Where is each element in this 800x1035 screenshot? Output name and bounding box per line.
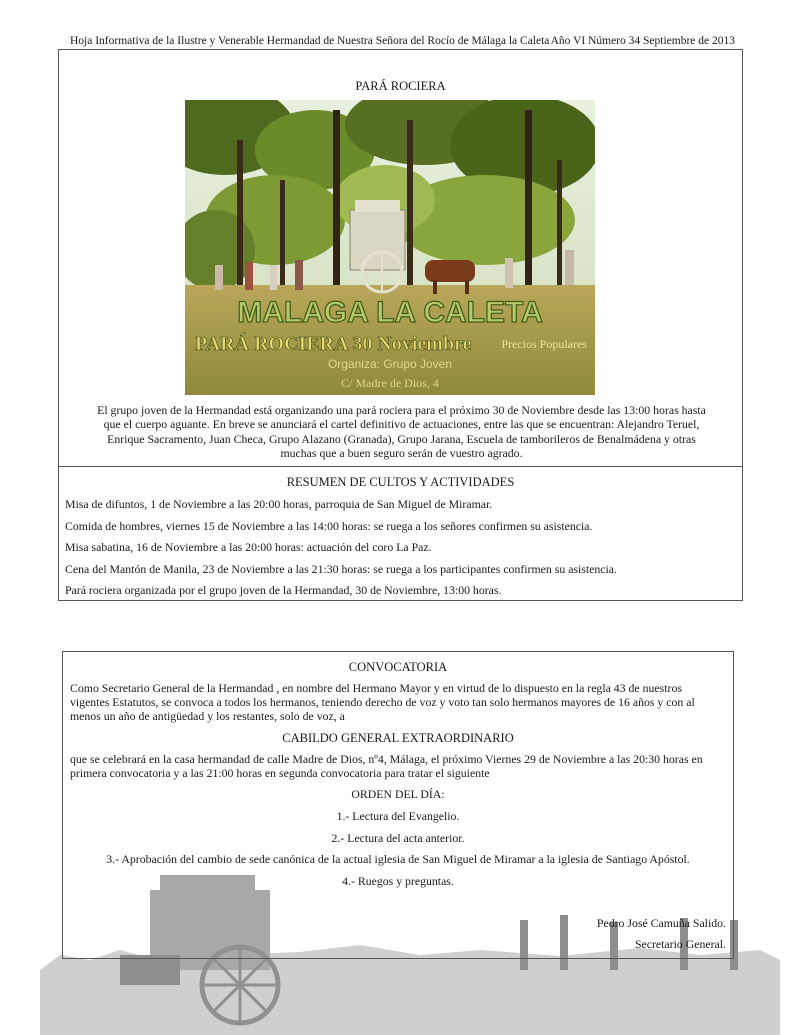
agenda-item: 3.- Aprobación del cambio de sede canónica de la actual iglesia de San Miguel de Miramar a la iglesia de Santiago Apóstol. [106,852,690,866]
para-rociera-title: PARÁ ROCIERA [355,79,446,93]
poster-image [185,100,595,395]
convocatoria-title: CONVOCATORIA [348,660,448,674]
text-line: menos un año de antigüedad y los restantes, solo de voz, a [70,709,345,724]
text-line: Enrique Sacramento, Juan Checa, Grupo Alazano (Granada), Grupo Jarana, Escuela de tamborileros de Benalmádena y otras [107,431,696,446]
poster-organizer: Organiza: Grupo Joven [327,357,453,371]
list-item: Comida de hombres, viernes 15 de Noviembre a las 14:00 horas: se ruega a los señores confirmen su asistencia. [65,518,593,533]
para-rociera-text [67,403,736,460]
signature-name: Pedro José Camuña Salido. [596,916,726,930]
text-line: muchas que a buen seguro serán de vuestro agrado. [280,445,523,460]
header-issue: Año VI Número 34 Septiembre de 2013 [550,35,735,47]
poster-prices: Precios Populares [501,337,587,351]
list-item: Misa de difuntos, 1 de Noviembre a las 20:00 horas, parroquia de San Miguel de Miramar. [65,497,493,511]
text-line: que se celebrará en la casa hermandad de calle Madre de Dios, nº4, Málaga, el próximo Viernes 29 de Noviembre a las 20:30 horas en [70,752,703,766]
cabildo-details [70,752,730,780]
orden-del-dia-title: ORDEN DEL DÍA: [351,787,445,801]
page-header [70,35,735,47]
text-line: Como Secretario General de la Hermandad , en nombre del Hermano Mayor y en virtud de lo dispuesto en la regla 43 de nuestros [70,681,682,695]
convocatoria-intro [70,681,730,724]
cabildo-title: CABILDO GENERAL EXTRAORDINARIO [282,731,514,745]
list-item: Pará rociera organizada por el grupo joven de la Hermandad, 30 de Noviembre, 13:00 horas. [65,583,502,598]
resumen-title: RESUMEN DE CULTOS Y ACTIVIDADES [286,475,515,489]
list-item: Misa sabatina, 16 de Noviembre a las 20:00 horas: actuación del coro La Paz. [65,540,432,555]
signature-role: Secretario General. [634,937,726,951]
poster-address: C/ Madre de Dios, 4 [341,376,439,390]
convocatoria-box [62,651,734,959]
text-line: vigentes Estatutos, se convoca a todos los hermanos, teniendo derecho de voz y voto tan solo hermanos mayores de 16 años y con al [70,695,695,710]
poster-title: MALAGA LA CALETA [237,296,543,329]
section-divider [59,466,742,467]
agenda-item: 2.- Lectura del acta anterior. [331,831,465,845]
event-poster [185,100,595,395]
activities-list [65,497,617,605]
news-box [58,49,743,601]
list-item: Cena del Mantón de Manila, 23 de Noviembre a las 21:30 horas: se ruega a los participantes confirmen su asistencia. [65,561,617,576]
header-publication: Hoja Informativa de la Ilustre y Venerable Hermandad de Nuestra Señora del Rocío de Málaga la Caleta [70,35,550,47]
agenda-item: 4.- Ruegos y preguntas. [342,874,454,888]
poster-subtitle: PARÁ ROCIERA 30 Noviembre [195,333,472,355]
text-line: primera convocatoria y a las 21:00 horas en segunda convocatoria para tratar el siguiente [70,766,490,781]
text-line: que el cuerpo aguante. En breve se anunciará el cartel definitivo de actuaciones, entre las que se encuentran: Alejandro Teruel, [103,417,700,432]
text-line: El grupo joven de la Hermandad está organizando una pará rociera para el próximo 30 de Noviembre desde las 13:00 horas hasta [97,403,706,417]
agenda-item: 1.- Lectura del Evangelio. [336,809,460,823]
